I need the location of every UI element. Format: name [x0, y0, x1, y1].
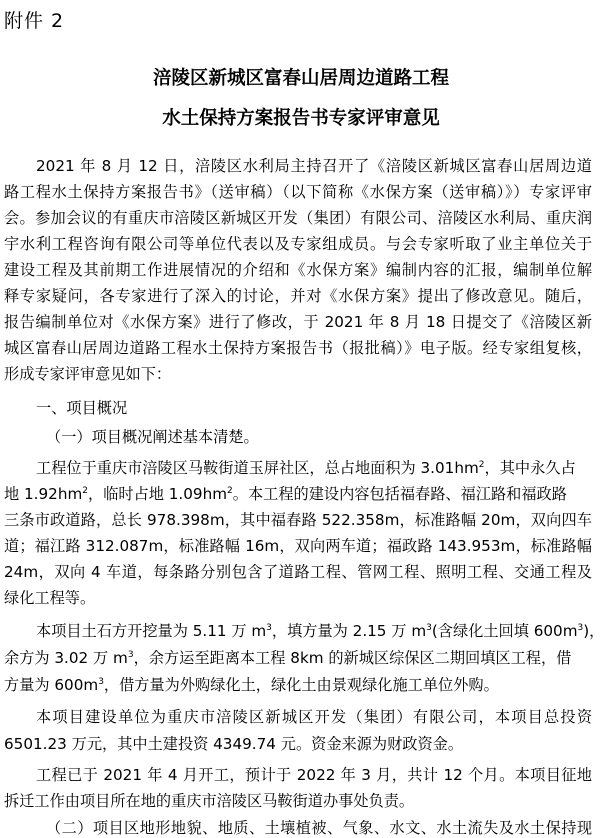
text-segment: ，余方运至距离本工程 8km 的新城区综保区二期回填区工程，借 [133, 649, 572, 667]
text-segment: 地 1.92hm [4, 485, 83, 503]
text-segment: ，临时占地 1.09hm [88, 485, 228, 503]
text-segment: 本项目土石方开挖量为 5.11 万 m [36, 622, 267, 640]
paragraph-3-line [4, 648, 571, 668]
text-segment: 工程位于重庆市涪陵区马鞍街道玉屏社区，总占地面积为 3.01hm [36, 459, 479, 477]
paragraph-2-line: 绿化工程等。 [4, 589, 96, 607]
paragraph-3-line [36, 621, 604, 641]
paragraph-1-line: 形成专家评审意见如下： [4, 365, 172, 383]
document-title-line-2: 水土保持方案报告书专家评审意见 [162, 108, 440, 129]
superscript: 3 [98, 677, 104, 687]
paragraph-5-line: 拆迁工作由项目所在地的重庆市涪陵区马鞍街道办事处负责。 [4, 792, 415, 810]
text-segment: (含绿化土回填 600m [431, 622, 578, 640]
paragraph-2-line [4, 484, 567, 504]
paragraph-1-line: 建设工程及其前期工作进展情况的介绍和《水保方案》编制内容的汇报，编制单位解 [4, 261, 592, 279]
text-segment: ，填方量为 2.15 万 m [271, 622, 427, 640]
text-segment: ，借方量为外购绿化土，绿化土由景观绿化施工单位外购。 [103, 676, 499, 694]
subsection-heading-2: （二）项目区地形地貌、地质、土壤植被、气象、水文、水土流失及水土保持现 [46, 819, 592, 837]
attachment-label: 附件 2 [4, 10, 65, 32]
paragraph-4-line: 本项目建设单位为重庆市涪陵区新城区开发（集团）有限公司，本项目总投资 [36, 708, 592, 726]
paragraph-1-line: 释专家疑问，各专家进行了深入的讨论，并对《水保方案》提出了修改意见。随后， [4, 287, 592, 305]
paragraph-1-line: 城区富春山居周边道路工程水土保持方案报告书（报批稿）》电子版。经专家组复核， [4, 339, 592, 357]
superscript: 3 [127, 650, 134, 660]
paragraph-1-line: 路工程水土保持方案报告书》（送审稿）（以下简称《水保方案（送审稿）》）专家评审 [4, 183, 592, 201]
superscript: 3 [577, 623, 584, 633]
superscript: 2 [227, 486, 233, 496]
superscript: 3 [426, 623, 432, 633]
paragraph-4-line: 6501.23 万元，其中土建投资 4349.74 元。资金来源为财政资金。 [4, 735, 464, 753]
text-segment: )， [583, 622, 604, 640]
text-segment: 余方为 3.02 万 m [4, 649, 128, 667]
subsection-heading-1: （一）项目概况阐述基本清楚。 [46, 428, 259, 446]
superscript: 2 [478, 460, 485, 470]
paragraph-2-line [36, 458, 576, 478]
paragraph-2-line: 道；福江路 312.087m，标准路幅 16m，双向两车道；福政路 143.953m，标准路幅 [4, 537, 592, 555]
paragraph-2-line: 三条市政道路，总长 978.398m，其中福春路 522.358m，标准路幅 20m，双向四车 [4, 511, 592, 529]
paragraph-1-line: 宇水利工程咨询有限公司等单位代表以及专家组成员。与会专家听取了业主单位关于 [4, 235, 592, 253]
paragraph-1-line: 报告编制单位对《水保方案》进行了修改，于 2021 年 8 月 18 日提交了《涪陵区新 [4, 313, 592, 331]
section-heading-1: 一、项目概况 [36, 399, 128, 417]
paragraph-2-line: 24m，双向 4 车道，每条路分别包含了道路工程、管网工程、照明工程、交通工程及 [4, 563, 592, 581]
text-segment: ，其中永久占 [484, 459, 576, 477]
paragraph-3-line [4, 675, 499, 695]
text-segment: 方量为 600m [4, 676, 99, 694]
text-segment: 。本工程的建设内容包括福春路、福江路和福政路 [232, 485, 567, 503]
superscript: 3 [266, 623, 272, 633]
paragraph-1-line: 2021 年 8 月 12 日，涪陵区水利局主持召开了《涪陵区新城区富春山居周边道 [36, 157, 592, 175]
paragraph-1-line: 会。参加会议的有重庆市涪陵区新城区开发（集团）有限公司、涪陵区水利局、重庆润 [4, 209, 592, 227]
document-title-line-1: 涪陵区新城区富春山居周边道路工程 [152, 68, 449, 89]
superscript: 2 [82, 486, 88, 496]
paragraph-5-line: 工程已于 2021 年 4 月开工，预计于 2022 年 3 月，共计 12 个月。本项目征地 [36, 766, 592, 784]
